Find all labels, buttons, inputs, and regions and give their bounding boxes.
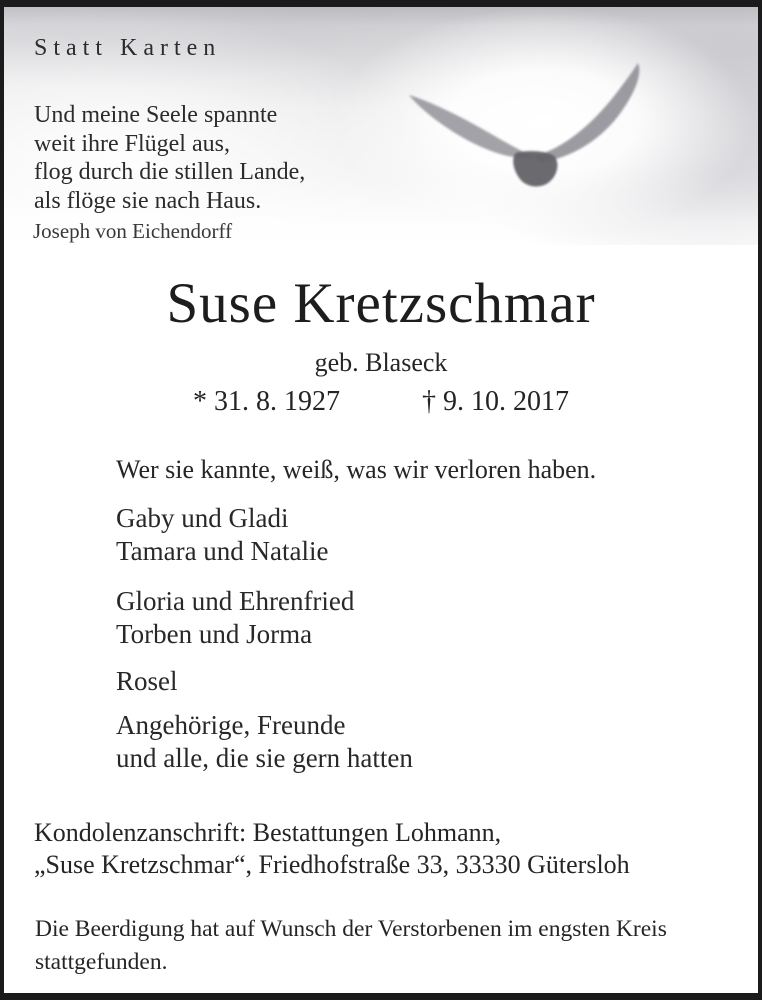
condolence-address xyxy=(34,817,630,881)
sky-photo xyxy=(4,7,758,245)
statt-karten-label: Statt Karten xyxy=(34,35,222,61)
mourner-line: Torben und Jorma xyxy=(116,618,313,649)
life-dates xyxy=(4,386,758,418)
mourner-group xyxy=(116,502,329,567)
mourner-line: Tamara und Natalie xyxy=(116,535,329,566)
death-date: † 9. 10. 2017 xyxy=(422,386,569,417)
funeral-note-line: stattgefunden. xyxy=(35,948,168,975)
mourner-line: Gaby und Gladi xyxy=(116,503,289,533)
poem-author: Joseph von Eichendorff xyxy=(33,219,233,243)
maiden-name: geb. Blaseck xyxy=(314,348,448,377)
mourner-group xyxy=(116,585,354,650)
condolence-line: „Suse Kretzschmar“, Friedhofstraße 33, 33330 Gütersloh xyxy=(34,850,630,879)
funeral-note xyxy=(35,913,667,978)
poem-line: als flöge sie nach Haus. xyxy=(34,187,262,214)
mourner-line: Gloria und Ehrenfried xyxy=(116,586,355,616)
condolence-line: Kondolenzanschrift: Bestattungen Lohmann, xyxy=(34,818,502,847)
poem-line: Und meine Seele spannte xyxy=(34,102,278,128)
poem-line: weit ihre Flügel aus, xyxy=(34,130,230,157)
memorial-poem xyxy=(34,101,305,215)
deceased-name: Suse Kretzschmar xyxy=(166,272,596,335)
mourner-line: und alle, die sie gern hatten xyxy=(116,742,413,773)
mourner-line: Rosel xyxy=(116,666,178,696)
mourner-line: Angehörige, Freunde xyxy=(116,710,346,740)
birth-date: * 31. 8. 1927 xyxy=(193,386,340,417)
mourner-group xyxy=(116,665,178,698)
poem-line: flog durch die stillen Lande, xyxy=(34,159,306,185)
mourner-group xyxy=(116,709,413,774)
funeral-note-line: Die Beerdigung hat auf Wunsch der Verstorbenen im engsten Kreis xyxy=(35,916,667,942)
tribute-line: Wer sie kannte, weiß, was wir verloren haben. xyxy=(116,455,597,484)
